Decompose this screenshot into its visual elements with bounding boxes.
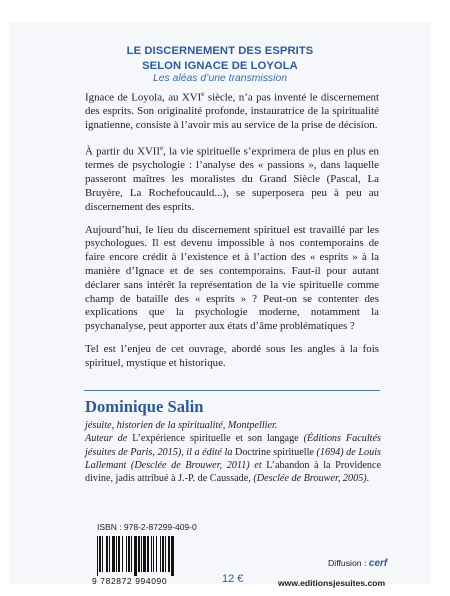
book-subtitle: Les aléas d’une transmission (153, 73, 287, 84)
blurb-paragraph (85, 88, 379, 133)
author-bio (85, 419, 381, 485)
publisher-website: www.editionsjesuites.com (278, 578, 386, 588)
divider (84, 390, 380, 391)
blurb (85, 88, 379, 380)
blurb-text: Aujourd’hui, le lieu du discernement spirituel est travaillé par les psychologues. Il est devenu impossible à nos contemporains de faire encore crédit à l’existence et à l’action des « esprits » à la manière d’Ignace et de ses contemporains. Faut-il pour autant déclarer sans intérêt la représentation de la vie spirituelle comme champ de bataille des « esprits » ? Peut-on se contenter des explications que la psychologie moderne, notamment la psychanalyse, peut apporter aux états d’âme problématiques ? (85, 223, 379, 333)
distribution-label: Diffusion : (328, 558, 367, 568)
blurb-text: siècle, n’a pas inventé le discernement des esprits. Son originalité profonde, instauratrice de la spiritualité ignatienne, consiste à l’avoir mis au service de la prise de décision. (85, 91, 379, 132)
book-reference: Doctrine spirituelle (232, 446, 317, 458)
publisher-logo: cerf (368, 558, 388, 569)
century-superscript: e (160, 144, 164, 153)
book-title (10, 44, 430, 74)
blurb-text: , la vie spirituelle s’exprimera de plus en plus en termes de psychologie : l’analyse des « passions », dans laquelle passeront maîtres les moralistes du Grand Siècle (Pascal, La Bruyère, La Rochefoucauld...), se superposera peu à peu au discernement des esprits. (85, 145, 379, 213)
author-bibliography (85, 432, 381, 485)
bio-text: (Éditions Facultés jésuites de Paris, 2015), il a édité la (85, 433, 381, 458)
century-superscript: e (201, 90, 205, 98)
blurb-paragraph (85, 142, 379, 215)
blurb-text: Tel est l’enjeu de cet ouvrage, abordé sous les angles à la fois spirituel, mystique et historique. (85, 343, 379, 369)
book-title-line-1: LE DISCERNEMENT DES ESPRITS (126, 45, 314, 57)
author-role: jésuite, historien de la spiritualité, Montpellier. (85, 420, 278, 431)
bio-text: (Desclée de Brouwer, 2005). (253, 473, 370, 485)
price: 12 € (222, 573, 244, 585)
bio-text: (1694) de Louis Lallemant (Desclée de Brouwer, 2011) et (85, 446, 381, 471)
back-cover (10, 22, 430, 588)
book-reference: L’abandon à la Providence divine, jadis attribué à J.-P. de Caussade, (85, 459, 381, 485)
bio-text: Auteur de (85, 433, 128, 445)
book-title-line-2: SELON IGNACE DE LOYOLA (142, 60, 298, 72)
author-name: Dominique Salin (85, 397, 204, 416)
distribution (328, 558, 387, 569)
book-reference: L’expérience spirituelle et son langage (127, 433, 304, 445)
barcode-digits: 9 782872 994090 (92, 576, 168, 586)
blurb-paragraph (85, 343, 379, 371)
barcode (93, 536, 211, 576)
blurb-text: À partir du XVII (85, 145, 161, 158)
blurb-paragraph (85, 224, 379, 334)
isbn: ISBN : 978-2-87299-409-0 (97, 522, 197, 532)
blurb-text: Ignace de Loyola, au XVI (85, 91, 202, 104)
